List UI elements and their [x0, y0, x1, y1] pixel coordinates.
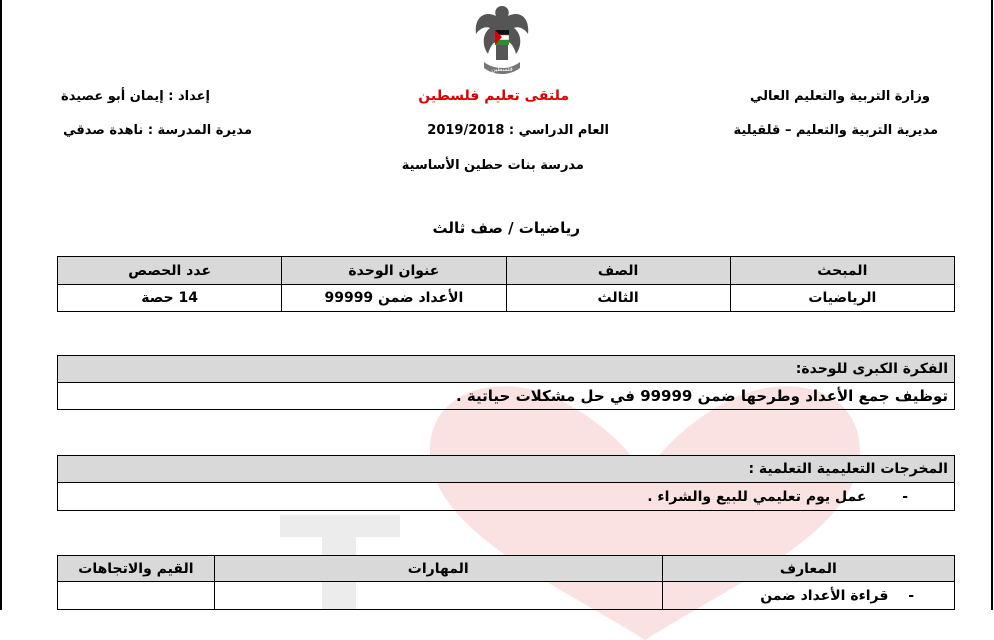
- cell-grade: الثالث: [506, 285, 730, 312]
- outcomes-heading: المخرجات التعليمية التعلمية :: [58, 456, 955, 483]
- knowledge-bullet: -: [908, 587, 914, 604]
- header-subject: المبحث: [730, 257, 954, 285]
- knowledge-cell: [662, 582, 954, 610]
- forum-title: ملتقى تعليم فلسطين: [418, 88, 569, 104]
- big-idea-table: [57, 355, 955, 410]
- header-knowledge: المعارف: [662, 556, 954, 582]
- outcome-bullet: -: [902, 488, 908, 505]
- emblem-caption: فلسطين: [491, 66, 513, 73]
- header-unit-title: عنوان الوحدة: [282, 257, 506, 285]
- page-border-right: [991, 0, 993, 610]
- school-name: مدرسة بنات حطين الأساسية: [401, 158, 584, 173]
- outcomes-table: [57, 455, 955, 511]
- prepared-by: إعداد : إيمان أبو عصيدة: [61, 89, 210, 104]
- big-idea-heading: الفكرة الكبرى للوحدة:: [58, 356, 955, 383]
- header-grade: الصف: [506, 257, 730, 285]
- principal-name: مديرة المدرسة : ناهدة صدقي: [63, 123, 252, 138]
- values-cell: [58, 582, 215, 610]
- palestine-eagle-emblem-icon: [470, 0, 534, 80]
- page-border-left: [0, 0, 2, 610]
- header-values: القيم والاتجاهات: [58, 556, 215, 582]
- outcome-text: عمل يوم تعليمي للبيع والشراء .: [647, 488, 867, 505]
- directorate-name: مديرية التربية والتعليم – قلقيلية: [733, 123, 938, 138]
- ministry-name: وزارة التربية والتعليم العالي: [749, 89, 930, 104]
- cell-periods: 14 حصة: [58, 285, 282, 312]
- cell-unit-title: الأعداد ضمن 99999: [282, 285, 506, 312]
- header-periods: عدد الحصص: [58, 257, 282, 285]
- cell-subject: الرياضيات: [730, 285, 954, 312]
- knowledge-skills-values-table: [57, 555, 955, 610]
- big-idea-text: توظيف جمع الأعداد وطرحها ضمن 99999 في حل مشكلات حياتية .: [58, 383, 955, 410]
- outcome-item: [58, 483, 955, 511]
- page-title: رياضيات / صف ثالث: [432, 219, 580, 237]
- unit-info-table: [57, 256, 955, 312]
- school-year: العام الدراسي : 2019/2018: [427, 123, 609, 138]
- header-skills: المهارات: [214, 556, 662, 582]
- skills-cell: [214, 582, 662, 610]
- knowledge-item: قراءة الأعداد ضمن: [760, 587, 889, 604]
